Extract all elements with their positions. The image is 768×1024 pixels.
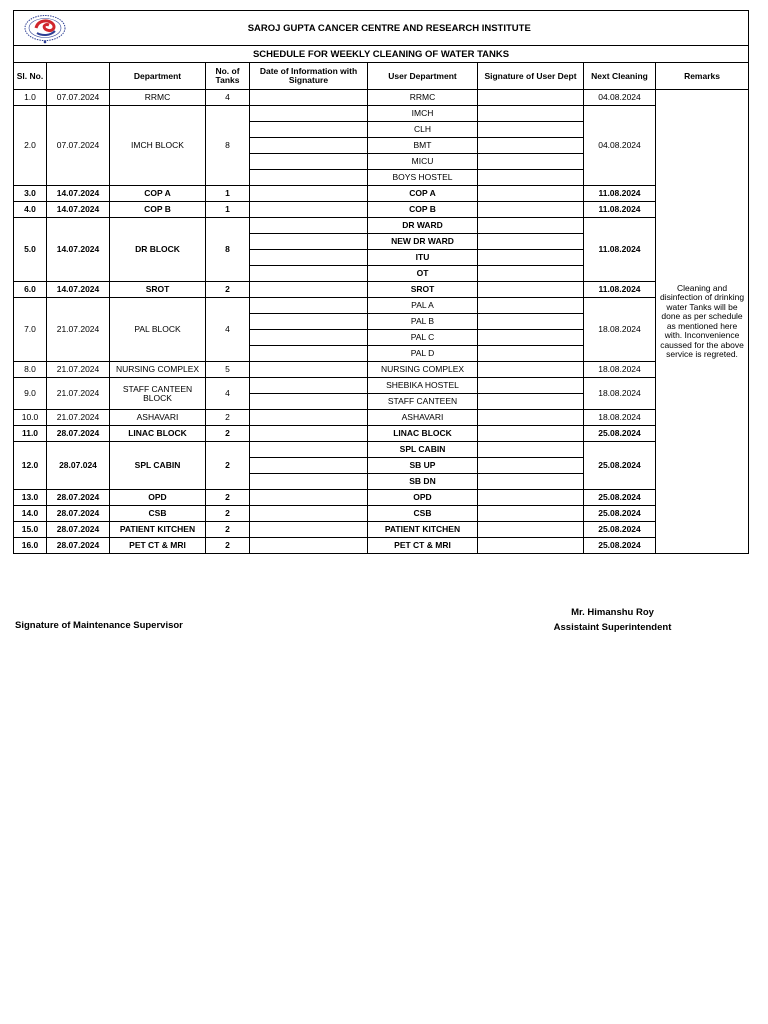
user-dept-signature[interactable]: [478, 298, 584, 314]
superintendent-name: Mr. Himanshu Roy: [571, 607, 654, 618]
next-cleaning-date: 04.08.2024: [584, 90, 656, 106]
info-date: 21.07.2024: [47, 298, 110, 362]
next-cleaning-date: 25.08.2024: [584, 538, 656, 554]
sl-no: 16.0: [14, 538, 47, 554]
date-info-signature[interactable]: [250, 186, 368, 202]
tank-count: 2: [206, 410, 250, 426]
next-cleaning-date: 11.08.2024: [584, 282, 656, 298]
user-department: SB DN: [368, 474, 478, 490]
user-dept-signature[interactable]: [478, 122, 584, 138]
user-department: SROT: [368, 282, 478, 298]
table-row: [14, 218, 749, 234]
user-dept-signature[interactable]: [478, 490, 584, 506]
user-dept-signature[interactable]: [478, 410, 584, 426]
institute-logo-icon: [22, 14, 68, 44]
user-dept-signature[interactable]: [478, 458, 584, 474]
next-cleaning-date: 11.08.2024: [584, 202, 656, 218]
info-date: 07.07.2024: [47, 106, 110, 186]
user-department: SPL CABIN: [368, 442, 478, 458]
date-info-signature[interactable]: [250, 378, 368, 394]
info-date: 28.07.024: [47, 442, 110, 490]
user-department: PAL C: [368, 330, 478, 346]
user-department: PATIENT KITCHEN: [368, 522, 478, 538]
remarks-text: Cleaning and disinfection of drinking water Tanks will be done as per schedule as mentioned here with. Inconvenience caussed for the above service is regreted.: [656, 90, 749, 554]
user-dept-signature[interactable]: [478, 522, 584, 538]
col-user-department: User Department: [368, 63, 478, 90]
date-info-signature[interactable]: [250, 394, 368, 410]
department-name: SPL CABIN: [110, 442, 206, 490]
tank-count: 2: [206, 442, 250, 490]
tank-count: 2: [206, 426, 250, 442]
department-name: DR BLOCK: [110, 218, 206, 282]
user-dept-signature[interactable]: [478, 362, 584, 378]
next-cleaning-date: 18.08.2024: [584, 362, 656, 378]
date-info-signature[interactable]: [250, 266, 368, 282]
next-cleaning-date: 25.08.2024: [584, 490, 656, 506]
user-dept-signature[interactable]: [478, 90, 584, 106]
user-department: PAL D: [368, 346, 478, 362]
tank-count: 1: [206, 202, 250, 218]
department-name: NURSING COMPLEX: [110, 362, 206, 378]
table-row: [14, 202, 749, 218]
table-row: [14, 426, 749, 442]
department-name: PAL BLOCK: [110, 298, 206, 362]
user-dept-signature[interactable]: [478, 330, 584, 346]
user-dept-signature[interactable]: [478, 394, 584, 410]
sl-no: 13.0: [14, 490, 47, 506]
user-department: ASHAVARI: [368, 410, 478, 426]
user-department: CSB: [368, 506, 478, 522]
tank-count: 5: [206, 362, 250, 378]
tank-count: 1: [206, 186, 250, 202]
user-dept-signature[interactable]: [478, 346, 584, 362]
next-cleaning-date: 18.08.2024: [584, 298, 656, 362]
department-name: COP A: [110, 186, 206, 202]
tank-count: 2: [206, 490, 250, 506]
user-department: LINAC BLOCK: [368, 426, 478, 442]
info-date: 21.07.2024: [47, 362, 110, 378]
user-dept-signature[interactable]: [478, 202, 584, 218]
user-department: ITU: [368, 250, 478, 266]
tank-count: 4: [206, 90, 250, 106]
table-row: [14, 490, 749, 506]
date-info-signature[interactable]: [250, 250, 368, 266]
date-info-signature[interactable]: [250, 234, 368, 250]
table-row: [14, 90, 749, 106]
tank-count: 8: [206, 218, 250, 282]
user-dept-signature[interactable]: [478, 154, 584, 170]
sl-no: 10.0: [14, 410, 47, 426]
tank-count: 2: [206, 538, 250, 554]
user-dept-signature[interactable]: [478, 218, 584, 234]
date-info-signature[interactable]: [250, 154, 368, 170]
sl-no: 2.0: [14, 106, 47, 186]
table-row: [14, 298, 749, 314]
department-name: IMCH BLOCK: [110, 106, 206, 186]
date-info-signature[interactable]: [250, 298, 368, 314]
table-row: [14, 186, 749, 202]
user-department: RRMC: [368, 90, 478, 106]
schedule-title: SCHEDULE FOR WEEKLY CLEANING OF WATER TANKS: [14, 46, 749, 63]
user-dept-signature[interactable]: [478, 538, 584, 554]
date-info-signature[interactable]: [250, 218, 368, 234]
table-row: [14, 106, 749, 122]
info-date: 14.07.2024: [47, 218, 110, 282]
table-row: [14, 410, 749, 426]
logo-cell: [14, 11, 110, 46]
user-department: STAFF CANTEEN: [368, 394, 478, 410]
sl-no: 11.0: [14, 426, 47, 442]
user-dept-signature[interactable]: [478, 282, 584, 298]
info-date: 21.07.2024: [47, 410, 110, 426]
user-department: IMCH: [368, 106, 478, 122]
date-info-signature[interactable]: [250, 426, 368, 442]
department-name: PET CT & MRI: [110, 538, 206, 554]
department-name: PATIENT KITCHEN: [110, 522, 206, 538]
col-department: Department: [110, 63, 206, 90]
maintenance-supervisor-signature: Signature of Maintenance Supervisor: [15, 620, 183, 631]
info-date: 14.07.2024: [47, 202, 110, 218]
department-name: RRMC: [110, 90, 206, 106]
department-name: OPD: [110, 490, 206, 506]
user-dept-signature[interactable]: [478, 250, 584, 266]
superintendent-title: Assistaint Superintendent: [553, 622, 672, 633]
col-signature: Signature of User Dept: [478, 63, 584, 90]
table-row: [14, 282, 749, 298]
info-date: 21.07.2024: [47, 378, 110, 410]
info-date: 28.07.2024: [47, 538, 110, 554]
date-info-signature[interactable]: [250, 490, 368, 506]
sl-no: 12.0: [14, 442, 47, 490]
user-dept-signature[interactable]: [478, 266, 584, 282]
date-info-signature[interactable]: [250, 106, 368, 122]
date-info-signature[interactable]: [250, 474, 368, 490]
institute-name: SAROJ GUPTA CANCER CENTRE AND RESEARCH INSTITUTE: [110, 11, 749, 46]
info-date: 28.07.2024: [47, 426, 110, 442]
user-department: OT: [368, 266, 478, 282]
sl-no: 15.0: [14, 522, 47, 538]
col-remarks: Remarks: [656, 63, 749, 90]
user-department: CLH: [368, 122, 478, 138]
user-dept-signature[interactable]: [478, 170, 584, 186]
date-info-signature[interactable]: [250, 346, 368, 362]
user-department: BOYS HOSTEL: [368, 170, 478, 186]
sl-no: 3.0: [14, 186, 47, 202]
user-dept-signature[interactable]: [478, 234, 584, 250]
table-row: [14, 506, 749, 522]
table-row: [14, 362, 749, 378]
sl-no: 1.0: [14, 90, 47, 106]
date-info-signature[interactable]: [250, 522, 368, 538]
table-row: [14, 378, 749, 394]
department-name: SROT: [110, 282, 206, 298]
table-row: [14, 522, 749, 538]
user-department: PAL B: [368, 314, 478, 330]
info-date: 28.07.2024: [47, 506, 110, 522]
user-department: COP A: [368, 186, 478, 202]
info-date: 14.07.2024: [47, 186, 110, 202]
cleaning-schedule-table: [13, 10, 749, 554]
sl-no: 14.0: [14, 506, 47, 522]
schedule-sheet: [13, 10, 748, 554]
table-row: [14, 442, 749, 458]
user-department: DR WARD: [368, 218, 478, 234]
user-department: BMT: [368, 138, 478, 154]
user-dept-signature[interactable]: [478, 474, 584, 490]
next-cleaning-date: 04.08.2024: [584, 106, 656, 186]
next-cleaning-date: 18.08.2024: [584, 410, 656, 426]
next-cleaning-date: 25.08.2024: [584, 442, 656, 490]
user-dept-signature[interactable]: [478, 314, 584, 330]
user-dept-signature[interactable]: [478, 106, 584, 122]
user-dept-signature[interactable]: [478, 426, 584, 442]
user-department: PET CT & MRI: [368, 538, 478, 554]
tank-count: 2: [206, 506, 250, 522]
col-sl-no: Sl. No.: [14, 63, 47, 90]
user-department: COP B: [368, 202, 478, 218]
user-dept-signature[interactable]: [478, 138, 584, 154]
user-department: NURSING COMPLEX: [368, 362, 478, 378]
next-cleaning-date: 25.08.2024: [584, 426, 656, 442]
sl-no: 7.0: [14, 298, 47, 362]
date-info-signature[interactable]: [250, 170, 368, 186]
tank-count: 4: [206, 298, 250, 362]
user-dept-signature[interactable]: [478, 378, 584, 394]
table-row: [14, 538, 749, 554]
date-info-signature[interactable]: [250, 90, 368, 106]
department-name: LINAC BLOCK: [110, 426, 206, 442]
user-department: SB UP: [368, 458, 478, 474]
user-department: SHEBIKA HOSTEL: [368, 378, 478, 394]
sl-no: 9.0: [14, 378, 47, 410]
tank-count: 4: [206, 378, 250, 410]
department-name: COP B: [110, 202, 206, 218]
tank-count: 2: [206, 282, 250, 298]
date-info-signature[interactable]: [250, 330, 368, 346]
date-info-signature[interactable]: [250, 538, 368, 554]
department-name: CSB: [110, 506, 206, 522]
tank-count: 2: [206, 522, 250, 538]
sl-no: 8.0: [14, 362, 47, 378]
date-info-signature[interactable]: [250, 202, 368, 218]
sl-no: 6.0: [14, 282, 47, 298]
next-cleaning-date: 25.08.2024: [584, 522, 656, 538]
user-department: PAL A: [368, 298, 478, 314]
tank-count: 8: [206, 106, 250, 186]
user-dept-signature[interactable]: [478, 186, 584, 202]
next-cleaning-date: 11.08.2024: [584, 218, 656, 282]
date-info-signature[interactable]: [250, 506, 368, 522]
department-name: STAFF CANTEEN BLOCK: [110, 378, 206, 410]
info-date: 28.07.2024: [47, 490, 110, 506]
col-next-cleaning: Next Cleaning: [584, 63, 656, 90]
user-dept-signature[interactable]: [478, 442, 584, 458]
sl-no: 4.0: [14, 202, 47, 218]
date-info-signature[interactable]: [250, 314, 368, 330]
date-info-signature[interactable]: [250, 458, 368, 474]
date-info-signature[interactable]: [250, 138, 368, 154]
department-name: ASHAVARI: [110, 410, 206, 426]
col-date-info: Date of Information with Signature: [250, 63, 368, 90]
next-cleaning-date: 18.08.2024: [584, 378, 656, 410]
col-tanks: No. of Tanks: [206, 63, 250, 90]
user-dept-signature[interactable]: [478, 506, 584, 522]
user-department: MICU: [368, 154, 478, 170]
date-info-signature[interactable]: [250, 362, 368, 378]
date-info-signature[interactable]: [250, 442, 368, 458]
col-date: [47, 63, 110, 90]
info-date: 07.07.2024: [47, 90, 110, 106]
user-department: NEW DR WARD: [368, 234, 478, 250]
superintendent-signature-block: [540, 605, 685, 635]
schedule-body: [14, 90, 749, 554]
date-info-signature[interactable]: [250, 282, 368, 298]
user-department: OPD: [368, 490, 478, 506]
info-date: 28.07.2024: [47, 522, 110, 538]
next-cleaning-date: 11.08.2024: [584, 186, 656, 202]
date-info-signature[interactable]: [250, 410, 368, 426]
sl-no: 5.0: [14, 218, 47, 282]
info-date: 14.07.2024: [47, 282, 110, 298]
date-info-signature[interactable]: [250, 122, 368, 138]
next-cleaning-date: 25.08.2024: [584, 506, 656, 522]
